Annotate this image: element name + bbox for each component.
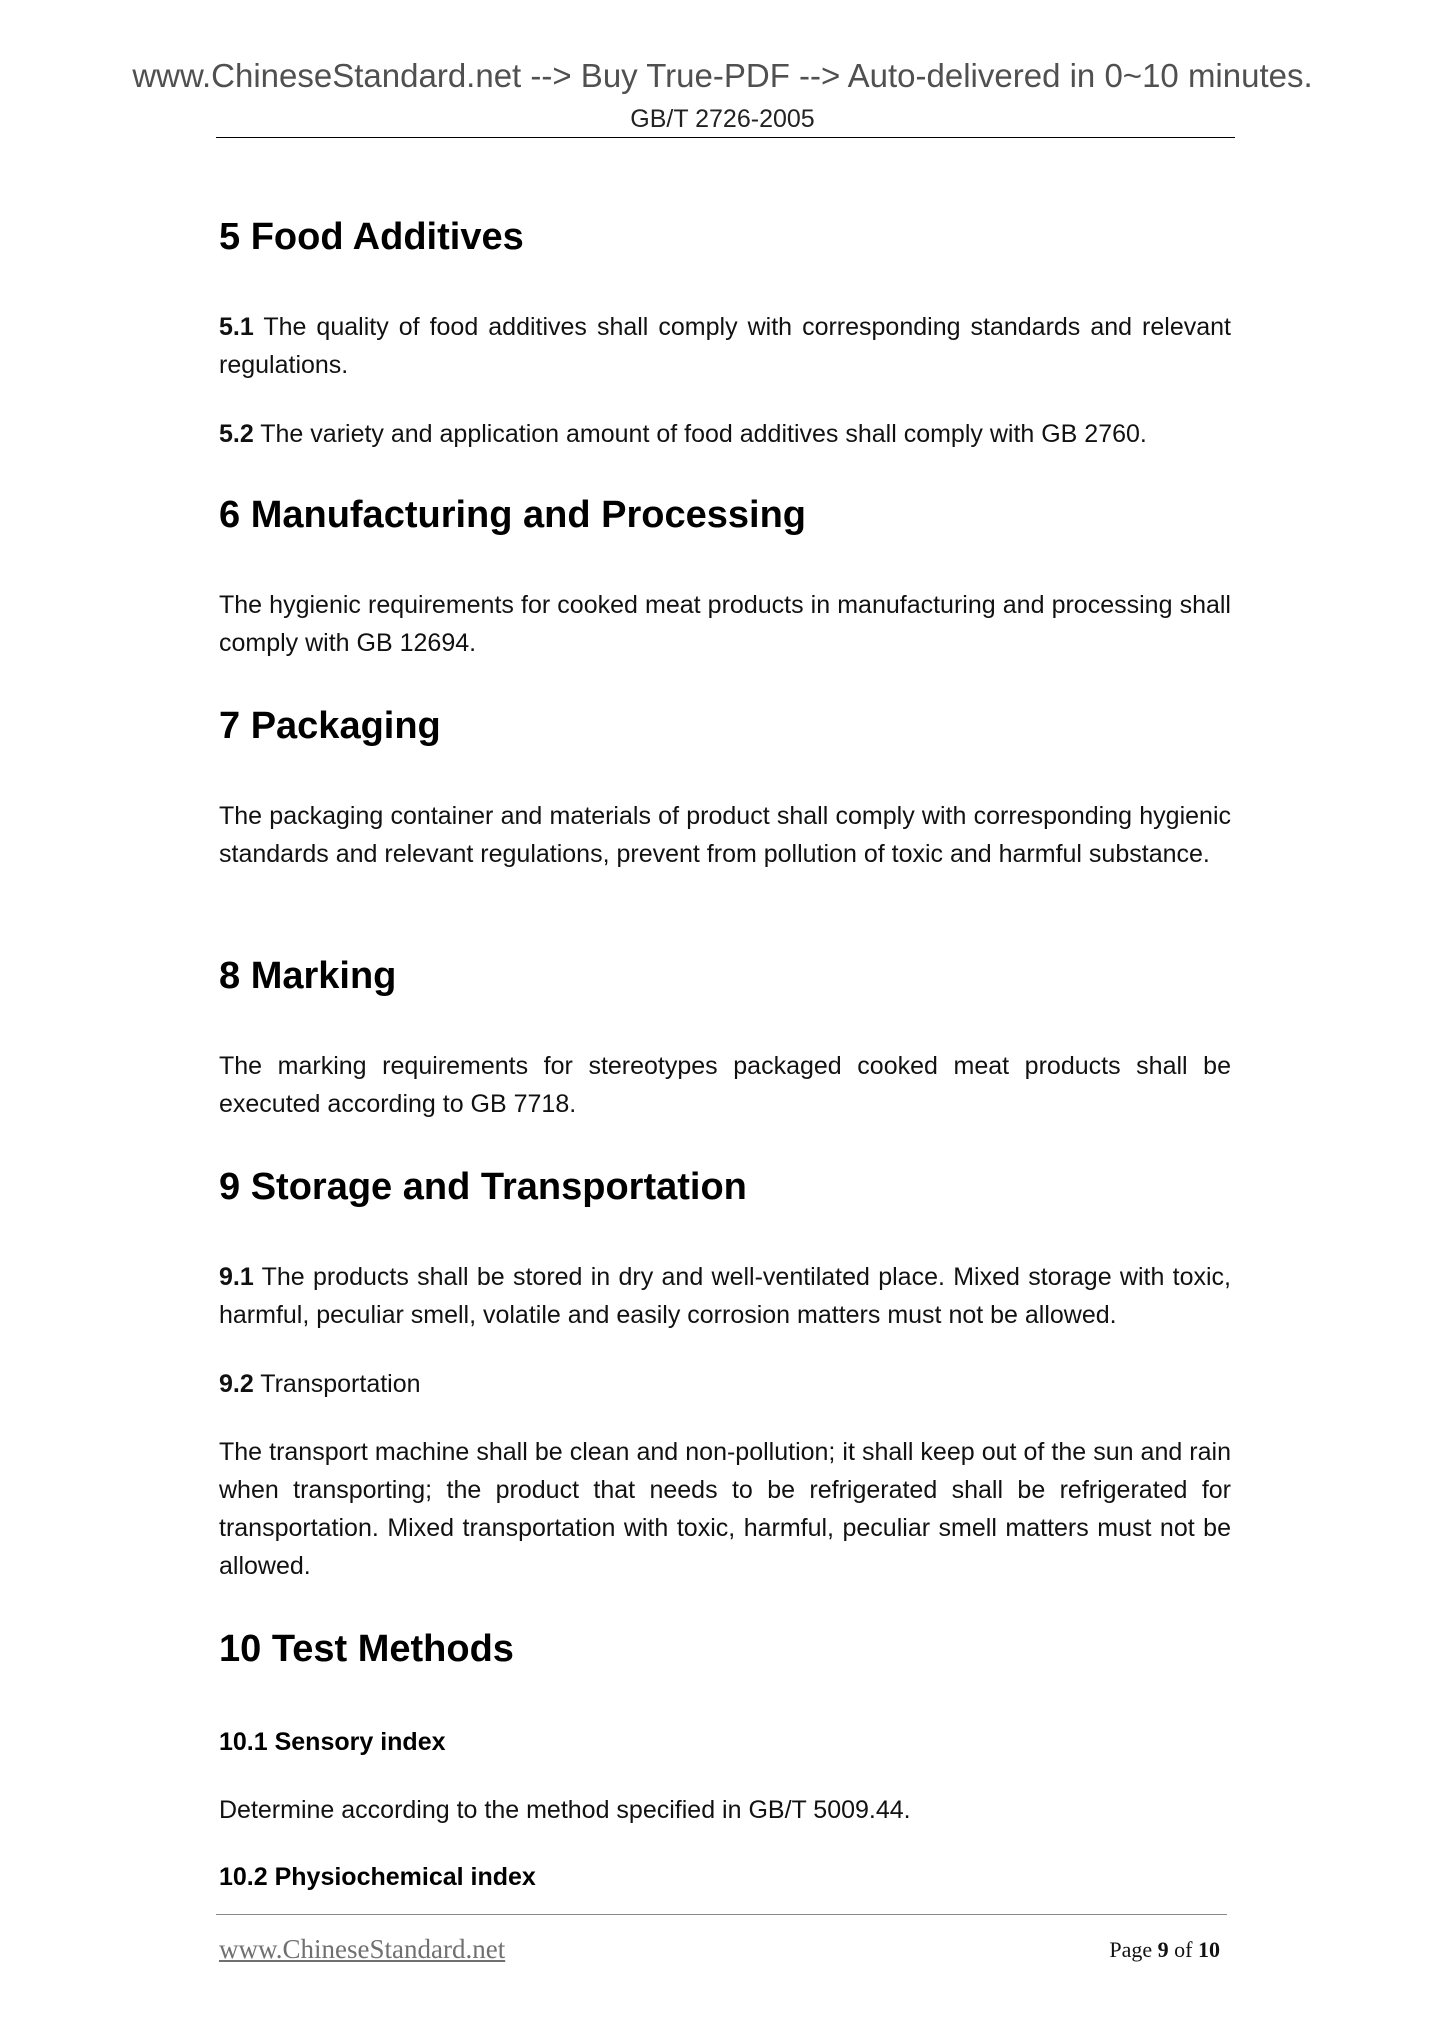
current-page-number: 9	[1157, 1937, 1169, 1962]
section-6-heading: 6 Manufacturing and Processing	[219, 494, 806, 536]
page-indicator	[1109, 1937, 1220, 1963]
page-prefix: Page	[1109, 1937, 1158, 1962]
clause-9-1-text: The products shall be stored in dry and well-ventilated place. Mixed storage with toxic, harmful, peculiar smell, volatile and easily corrosion matters must not be allowed.	[219, 1263, 1231, 1329]
clause-9-1-number: 9.1	[219, 1263, 254, 1291]
section-8-heading: 8 Marking	[219, 955, 397, 997]
section-6-paragraph: The hygienic requirements for cooked meat products in manufacturing and processing shall comply with GB 12694.	[219, 591, 1231, 657]
site-banner[interactable]: www.ChineseStandard.net --> Buy True-PDF --> Auto-delivered in 0~10 minutes.	[132, 57, 1313, 94]
section-10-heading: 10 Test Methods	[219, 1628, 514, 1670]
clause-9-1	[219, 1258, 1231, 1334]
footer-divider	[216, 1914, 1227, 1915]
subsection-10-1-paragraph: Determine according to the method specified in GB/T 5009.44.	[219, 1796, 911, 1824]
document-number: GB/T 2726-2005	[630, 105, 815, 133]
clause-5-2-text: The variety and application amount of food additives shall comply with GB 2760.	[253, 420, 1147, 448]
clause-5-1-number: 5.1	[219, 313, 254, 341]
section-5-heading: 5 Food Additives	[219, 216, 524, 258]
clause-9-2-number: 9.2	[219, 1370, 254, 1398]
section-7-heading: 7 Packaging	[219, 705, 441, 747]
clause-5-2	[219, 415, 1231, 453]
page-of: of	[1168, 1937, 1198, 1962]
clause-9-2-text: Transportation	[253, 1370, 421, 1398]
total-page-number: 10	[1198, 1937, 1220, 1962]
section-7-paragraph: The packaging container and materials of product shall comply with corresponding hygienic standards and relevant regulations, prevent from pollution of toxic and harmful substance.	[219, 802, 1231, 868]
subsection-10-1-heading: 10.1 Sensory index	[219, 1728, 446, 1756]
clause-9-2-paragraph: The transport machine shall be clean and non-pollution; it shall keep out of the sun and rain when transporting; the product that needs to be refrigerated shall be refrigerated for transportation. Mixed transportation with toxic, harmful, peculiar smell matters must not be allowed.	[219, 1438, 1231, 1580]
subsection-10-2-heading: 10.2 Physiochemical index	[219, 1863, 536, 1891]
section-8-paragraph: The marking requirements for stereotypes packaged cooked meat products shall be executed according to GB 7718.	[219, 1052, 1231, 1118]
clause-5-1	[219, 308, 1231, 384]
clause-5-2-number: 5.2	[219, 420, 254, 448]
clause-5-1-text: The quality of food additives shall comply with corresponding standards and relevant regulations.	[219, 313, 1231, 379]
section-9-heading: 9 Storage and Transportation	[219, 1166, 747, 1208]
footer-site-link[interactable]: www.ChineseStandard.net	[219, 1934, 506, 1964]
clause-9-2	[219, 1365, 1231, 1403]
header-divider	[216, 137, 1235, 138]
